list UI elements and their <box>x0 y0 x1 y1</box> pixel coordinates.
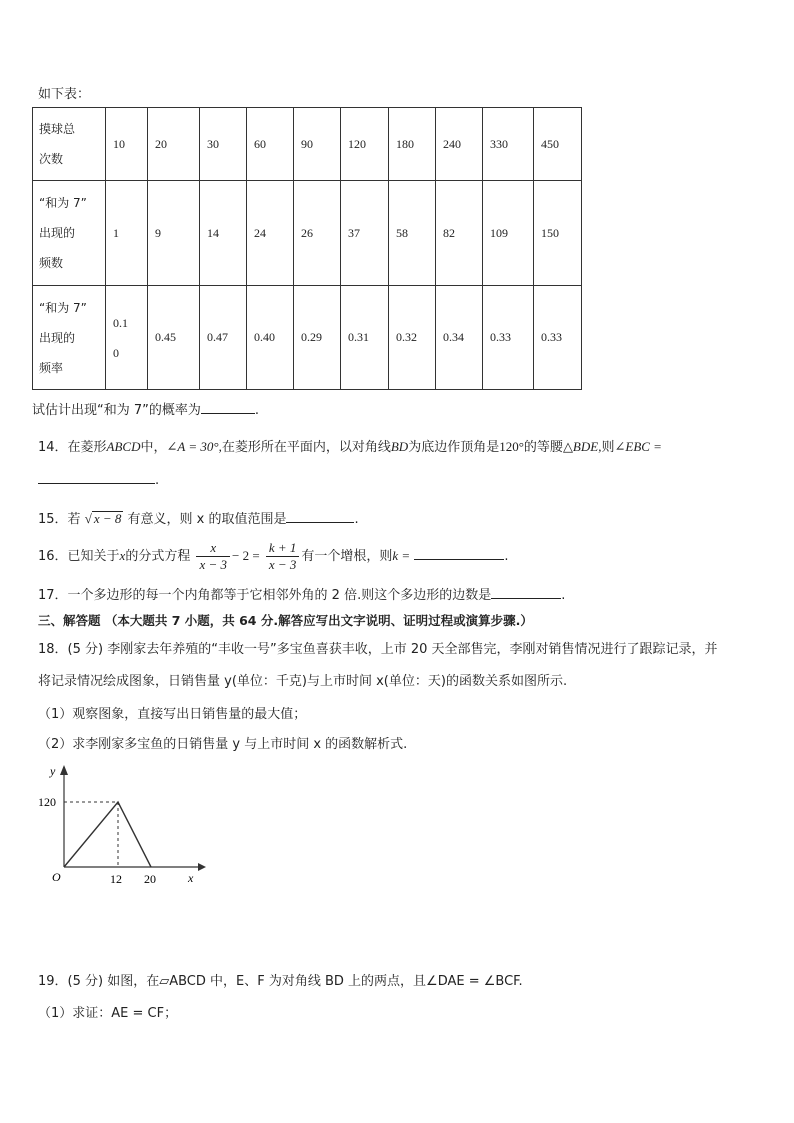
table-cell: 60 <box>247 108 294 181</box>
table-cell: 120 <box>341 108 389 181</box>
x-tick-label: 12 <box>110 872 122 886</box>
table-cell: 0.47 <box>200 286 247 390</box>
table-cell: 1 <box>106 181 148 286</box>
table-cell: 0.1 0 <box>106 286 148 390</box>
table-cell: 0.31 <box>341 286 389 390</box>
table-cell: 37 <box>341 181 389 286</box>
section-heading: 三、解答题 （本大题共 7 小题，共 64 分.解答应写出文字说明、证明过程或演算步骤.） <box>38 613 533 628</box>
answer-blank <box>414 547 504 560</box>
table-cell: 30 <box>200 108 247 181</box>
table-cell: 240 <box>436 108 483 181</box>
table-cell: 58 <box>389 181 436 286</box>
y-axis-label: y <box>50 764 56 778</box>
function-graph <box>30 755 210 890</box>
sqrt-expression: √ x − 8 <box>84 511 122 526</box>
y-axis-arrow-icon <box>60 765 68 775</box>
table-cell: 14 <box>200 181 247 286</box>
q18-sub2: （2）求李刚家多宝鱼的日销售量 y 与上市时间 x 的函数解析式. <box>38 737 408 752</box>
table-cell: 82 <box>436 181 483 286</box>
q14-answer-line: . <box>38 471 159 488</box>
q18-line1: 18．(5 分) 李刚家去年养殖的“丰收一号”多宝鱼喜获丰收，上市 20 天全部售完，李刚对销售情况进行了跟踪记录，并 <box>38 642 718 657</box>
answer-blank <box>38 471 155 484</box>
table-row <box>33 286 582 390</box>
table-cell: 10 <box>106 108 148 181</box>
x-tick-label: 20 <box>144 872 156 886</box>
x-axis-label: x <box>188 871 194 885</box>
question-15: 15．若 √ x − 8 有意义，则 x 的取值范围是 . <box>38 511 359 527</box>
table-cell: 109 <box>483 181 534 286</box>
origin-label: O <box>52 870 61 884</box>
answer-blank <box>286 510 354 523</box>
function-line <box>64 802 151 867</box>
question-14: 14．在菱形ABCD中，∠A = 30°,在菱形所在平面内，以对角线BD为底边作顶角是120°的等腰△BDE,则∠EBC = <box>38 439 662 455</box>
table-cell: 24 <box>247 181 294 286</box>
table-cell: 0.34 <box>436 286 483 390</box>
table-cell: 180 <box>389 108 436 181</box>
q19-sub1: （1）求证：AE = CF； <box>38 1006 178 1021</box>
y-tick-label: 120 <box>38 795 56 809</box>
table-cell: 90 <box>294 108 341 181</box>
answer-blank <box>201 401 255 414</box>
table-cell: 0.29 <box>294 286 341 390</box>
table-cell: 150 <box>534 181 582 286</box>
answer-blank <box>491 586 561 599</box>
table-row <box>33 181 582 286</box>
q18-sub1: （1）观察图象，直接写出日销售量的最大值； <box>38 707 307 722</box>
table-cell: 0.40 <box>247 286 294 390</box>
table-cell: 0.32 <box>389 286 436 390</box>
table-cell: 0.33 <box>483 286 534 390</box>
table-cell: 0.45 <box>148 286 200 390</box>
table-cell: 26 <box>294 181 341 286</box>
fraction: $\frac{k + 1}{x - 3}$ <box>266 540 300 573</box>
question-16: 16．已知关于x的分式方程 $\frac{x}{x - 3}$ − 2 = $\frac{k + 1}{x - 3}$ 有一个增根，则k = . <box>38 540 509 572</box>
question-17: 17．一个多边形的每一个内角都等于它相邻外角的 2 倍.则这个多边形的边数是 . <box>38 588 566 603</box>
table-cell: 330 <box>483 108 534 181</box>
x-axis-arrow-icon <box>198 863 206 871</box>
table-cell: 450 <box>534 108 582 181</box>
fraction: $\frac{x}{x - 3}$ <box>196 540 230 573</box>
q13-prompt: 试估计出现“和为 7”的概率为 . <box>32 403 260 418</box>
row-label-total: 摸球总 次数 <box>33 108 106 181</box>
table-cell: 20 <box>148 108 200 181</box>
row-label-rate: “和为 7” 出现的 频率 <box>33 286 106 390</box>
table-cell: 9 <box>148 181 200 286</box>
table-cell: 0.33 <box>534 286 582 390</box>
q18-line2: 将记录情况绘成图象，日销售量 y(单位：千克)与上市时间 x(单位：天)的函数关系如图所示. <box>38 674 568 689</box>
intro-text: 如下表： <box>38 87 91 102</box>
frequency-table <box>32 107 582 390</box>
q19-line1: 19．(5 分) 如图，在▱ABCD 中，E、F 为对角线 BD 上的两点，且∠DAE = ∠BCF. <box>38 974 523 989</box>
table-row <box>33 108 582 181</box>
row-label-count: “和为 7” 出现的 频数 <box>33 181 106 286</box>
